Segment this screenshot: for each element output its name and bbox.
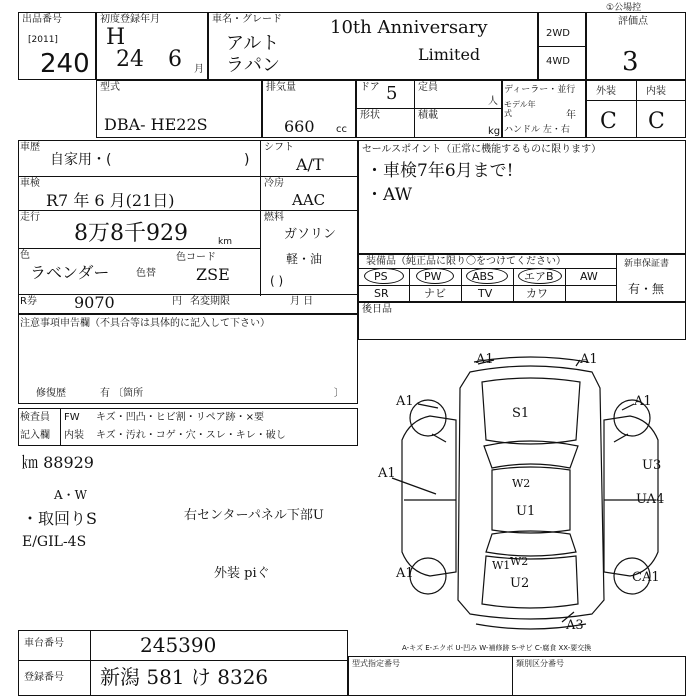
eval-label: 評価点: [618, 16, 648, 27]
equip-pw: PW: [424, 270, 442, 283]
note-surrounds: ・取回りS: [22, 509, 97, 528]
history: 自家用・(: [50, 152, 112, 168]
sales-point-2: ・AW: [366, 185, 413, 205]
repair-value: 有 〔箇所: [100, 388, 144, 399]
mark-hood-s1: S1: [512, 406, 530, 421]
sales-label: セールスポイント（正常に機能するものに限ります）: [362, 144, 602, 155]
top-right-note: ①公場控: [606, 3, 642, 13]
recycle: 9070: [74, 293, 115, 312]
left-mirror: [432, 434, 446, 442]
doors: 5: [386, 83, 398, 104]
left-side: [402, 416, 456, 576]
new-warranty-label: 新車保証書: [624, 259, 670, 269]
sales-point-1: ・車検7年6月まで!: [366, 161, 514, 181]
shift-label: シフト: [264, 142, 294, 153]
doors-label: ドア: [360, 82, 380, 93]
lot-label: 出品番号: [22, 14, 62, 25]
fuel-label: 燃料: [264, 212, 284, 223]
first-reg-label: 初度登録年月: [100, 14, 160, 25]
model-label: 型式: [100, 82, 120, 93]
dealer-label: ディーラー・並行: [504, 85, 576, 95]
handle-label: ハンドル 左・右: [504, 125, 570, 135]
caution-label: 注意事項申告欄（不具合等は具体的に記入して下さい）: [20, 318, 270, 329]
mileage-label: 走行: [20, 212, 40, 223]
later-label: 後日品: [362, 304, 392, 315]
fuel-other: ( ): [270, 274, 284, 288]
mark-right-u3: U3: [642, 458, 662, 473]
capacity-unit: 人: [488, 96, 498, 107]
warranty: 有・無: [628, 282, 665, 296]
roof: [492, 467, 570, 533]
category-label: 類別区分番号: [516, 659, 564, 668]
color: ラベンダー: [30, 263, 110, 282]
note-aw: A・W: [54, 488, 88, 502]
plate-label: 登録番号: [24, 672, 64, 683]
car-body-outline: [458, 366, 604, 619]
model-year-label: モデル年式: [504, 100, 536, 118]
exterior-label: 外装: [596, 86, 616, 97]
displacement-label: 排気量: [266, 82, 296, 93]
inspection: R7 年 6 月(21日): [46, 191, 175, 210]
inspector-tag-interior: 内装: [64, 430, 84, 441]
note-panel: 右センターパネル下部U: [184, 508, 324, 523]
year-unit: 年: [566, 110, 576, 121]
mark-right-rear-ca1: CA1: [632, 570, 660, 585]
car-name: アルト: [226, 33, 280, 54]
eval-score: 3: [622, 47, 639, 77]
capacity-label: 定員: [418, 82, 438, 93]
mark-rear-w1: W1: [492, 559, 511, 572]
note-exterior: 外装 piぐ: [214, 566, 270, 581]
kg-unit: kg: [488, 126, 501, 137]
frame-label: 車台番号: [24, 638, 64, 649]
history-close: ): [244, 152, 250, 168]
mark-left-front-a1: A1: [396, 394, 414, 409]
interior-grade: C: [648, 109, 665, 134]
shape-label: 形状: [360, 110, 380, 121]
mark-front-a1: A1: [476, 352, 494, 367]
entry-label: 記入欄: [20, 430, 50, 441]
color-no-label: 色替: [136, 268, 156, 279]
repair-close: 〕: [334, 388, 344, 399]
note-mileage: ㎞ 88929: [22, 453, 94, 472]
equip-ps: PS: [374, 270, 388, 283]
reg-year: 24: [116, 47, 144, 72]
mark-rear-a3: A3: [566, 618, 584, 633]
displacement: 660: [284, 117, 315, 136]
name-grade-label: 車名・グレード: [212, 14, 282, 25]
history-label: 車歴: [20, 142, 40, 153]
equip-airbag: エアB: [524, 270, 554, 283]
name-change-date: 月 日: [290, 296, 314, 307]
equip-navi: ナビ: [424, 287, 446, 300]
interior-label: 内装: [646, 86, 666, 97]
inspector-row-2: キズ・汚れ・コゲ・穴・スレ・キレ・破し: [96, 430, 286, 441]
load-label: 積載: [418, 110, 438, 121]
color-label: 色: [20, 250, 30, 261]
color-code: ZSE: [196, 265, 230, 284]
mark-right-front-a1: A1: [634, 394, 652, 409]
lot-year: [2011]: [28, 35, 58, 45]
note-engine: E/GIL-4S: [22, 534, 87, 550]
plate-number: 新潟 581 け 8326: [100, 665, 269, 689]
model: DBA- HE22S: [104, 115, 208, 134]
mark-roof-w2: W2: [512, 477, 531, 490]
equip-abs: ABS: [472, 270, 494, 283]
car-subname: ラパン: [226, 55, 280, 76]
month-unit: 月: [194, 64, 204, 75]
recycle-label: R券: [20, 296, 37, 307]
mark-left-rear-a1: A1: [396, 566, 414, 581]
ac-label: 冷房: [264, 178, 284, 189]
lot-number: 240: [40, 49, 90, 79]
equip-tv: TV: [478, 287, 493, 300]
damage-legend: A-キズ E-エクボ U-凹み W-補修跡 S-サビ C-腐食 XX-要交換: [402, 644, 592, 652]
mileage: 8万8千929: [74, 221, 188, 246]
color-code-label: 色コード: [176, 252, 216, 263]
rear-window: [486, 531, 576, 556]
grade: 10th Anniversary: [330, 17, 488, 38]
equipment-label: 装備品（純正品に限り〇をつけてください）: [366, 256, 566, 267]
type-designation-label: 型式指定番号: [352, 659, 400, 668]
equip-leather: カワ: [526, 287, 548, 300]
grade-sub: Limited: [418, 45, 481, 64]
fuel: ガソリン: [284, 227, 337, 242]
name-change-label: 名変期限: [190, 296, 230, 307]
drive-2wd: 2WD: [546, 28, 570, 39]
mark-rear-u2: U2: [510, 576, 530, 591]
mark-roof-u1: U1: [516, 504, 536, 519]
inspector-tag-fw: FW: [64, 412, 80, 423]
right-mirror: [614, 434, 628, 442]
windshield: [484, 441, 578, 468]
equip-sr: SR: [374, 287, 389, 300]
mark-right-ua4: UA4: [636, 492, 665, 507]
hood: [482, 378, 580, 444]
era: H: [106, 25, 126, 50]
km-unit: km: [218, 237, 232, 247]
cc-unit: cc: [336, 124, 347, 135]
equip-aw: AW: [580, 270, 598, 283]
inspector-row-1: キズ・凹凸・ヒビ割・リペア跡・×要: [96, 412, 264, 423]
fuel-alt: 軽・油: [286, 252, 323, 266]
mark-rear-w2: W2: [510, 555, 529, 568]
reg-month: 6: [168, 47, 182, 72]
frame-number: 245390: [140, 633, 217, 657]
yen-unit: 円: [172, 296, 182, 307]
exterior-grade: C: [600, 109, 617, 134]
shift: A/T: [296, 155, 324, 174]
drive-4wd: 4WD: [546, 56, 570, 67]
inspection-label: 車検: [20, 178, 40, 189]
mark-front-right-a1: A1: [580, 352, 598, 367]
mark-left-door-a1: A1: [378, 466, 396, 481]
inspector-label: 検査員: [20, 412, 50, 423]
repair-label: 修復歴: [36, 388, 66, 399]
ac: AAC: [292, 191, 326, 209]
